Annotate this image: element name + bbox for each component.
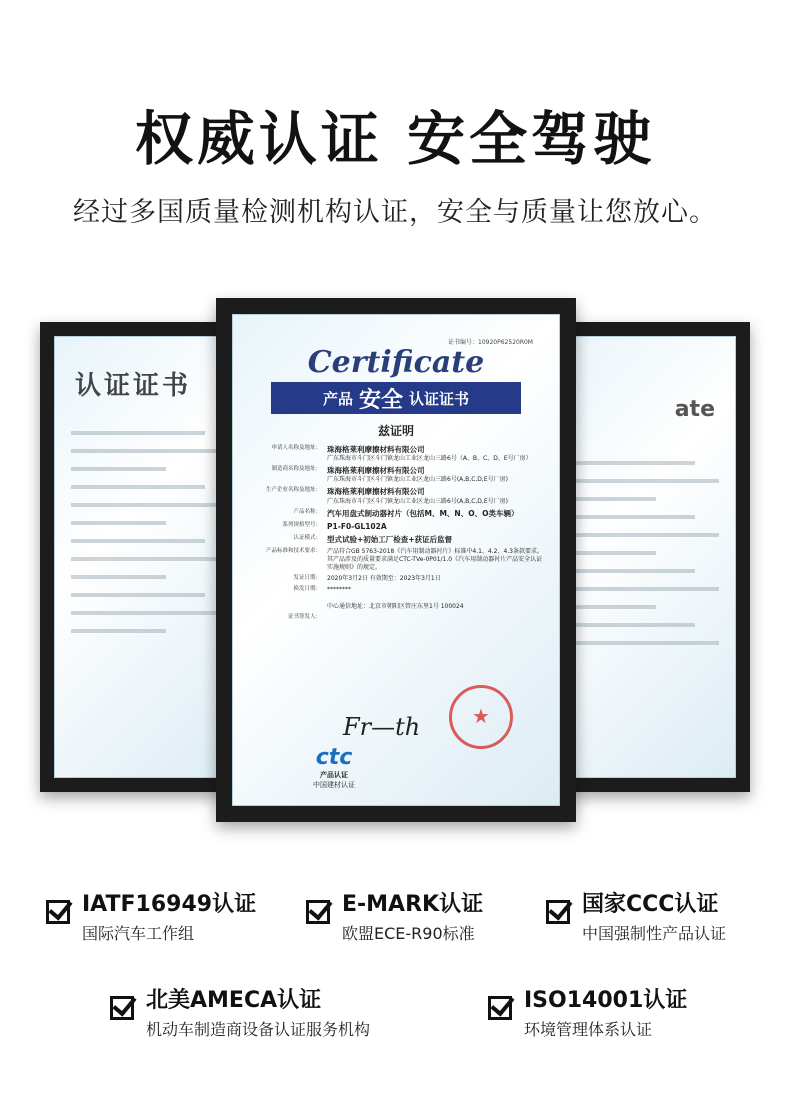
cert-row <box>247 487 545 505</box>
feature-subtitle: 欧盟ECE-R90标准 <box>342 924 475 944</box>
checkbox-check-icon <box>488 996 512 1020</box>
cert-row-key: 系列规格型号： <box>282 521 321 528</box>
banner-prefix: 产品 <box>322 389 353 408</box>
cert-row-sub: 广东珠海市斗门区斗门镇龙山工业区龙山三路6号（A、B、C、D、E号厂房） <box>327 455 532 463</box>
feature-subtitle: 国际汽车工作组 <box>82 924 195 944</box>
certificate-banner <box>271 382 521 414</box>
feature-item <box>546 892 726 944</box>
right-cert-title: ate <box>674 397 715 422</box>
certificate-hereby: 兹证明 <box>377 424 414 438</box>
cert-row <box>247 575 545 583</box>
right-cert-lines <box>561 447 719 659</box>
feature-item <box>46 892 256 944</box>
ctc-line1: 产品认证 <box>320 771 348 779</box>
checkbox-check-icon <box>546 900 570 924</box>
banner-suffix: 认证证书 <box>409 389 470 408</box>
checkbox-check-icon <box>46 900 70 924</box>
cert-row-key: 认证模式： <box>293 534 321 541</box>
cert-row <box>247 548 545 572</box>
cert-row <box>247 522 545 532</box>
certificate-script-title: Certificate <box>307 345 485 380</box>
cert-row-sub: 产品符合GB 5763-2018《汽车用制动器衬片》标准中4.1、4.2、4.3条款要求。其产品涉及的质量要求满足CTC-TVe-0P01/1.0《汽车用制动器衬片产品安全认证实施规则》的规定。 <box>327 548 544 572</box>
cert-address <box>247 603 545 611</box>
feature-item <box>306 892 483 944</box>
cert-row <box>247 466 545 484</box>
cert-signatory-label: 证书签发人： <box>287 613 321 620</box>
official-seal <box>449 685 513 749</box>
cert-row-value: 珠海格莱利摩擦材料有限公司 <box>327 466 425 476</box>
ctc-logo <box>313 745 355 790</box>
cert-row-key: 换发日期： <box>293 586 321 593</box>
ctc-mark: ctc <box>315 745 353 770</box>
cert-row-key: 生产企业名称及地址： <box>265 487 321 494</box>
certificate-frame-center <box>216 298 576 822</box>
feature-item <box>488 988 687 1040</box>
cert-row-value: 型式试验+初始工厂检查+获证后监督 <box>327 534 453 544</box>
cert-signatory <box>247 614 545 621</box>
cert-row-sub: 广东珠海市斗门区斗门镇龙山工业区龙山三路6号(A,B,C,D,E号厂房) <box>327 497 508 505</box>
page-title: 权威认证 安全驾驶 <box>134 105 656 173</box>
feature-subtitle: 环境管理体系认证 <box>524 1020 653 1040</box>
feature-subtitle: 机动车制造商设备认证服务机构 <box>146 1020 371 1040</box>
ctc-line2: 中国建材认证 <box>313 781 355 789</box>
cert-row-key: 申请人名称及地址： <box>271 445 321 451</box>
feature-title: E-MARK认证 <box>342 892 484 917</box>
cert-address-text: 中心通信地址：北京市朝阳区管庄东里1号 100024 <box>327 602 464 610</box>
checkbox-check-icon <box>306 900 330 924</box>
cert-row-value: P1-F0-GL102A <box>327 521 387 531</box>
feature-title: 国家CCC认证 <box>582 892 719 917</box>
cert-row-sub: 广东珠海市斗门区斗门镇龙山工业区龙山三路6号(A,B,C,D,E号厂房) <box>327 476 508 484</box>
banner-highlight: 安全 <box>358 387 403 413</box>
signature-image: Fr—th <box>343 713 421 741</box>
page-subtitle: 经过多国质量检测机构认证，安全与质量让您放心。 <box>73 197 717 228</box>
feature-subtitle: 中国强制性产品认证 <box>582 924 727 944</box>
left-cert-title: 认证证书 <box>75 371 192 401</box>
cert-row-sub: ******** <box>327 586 351 594</box>
cert-row-key: 产品名称： <box>293 508 321 515</box>
feature-item <box>110 988 370 1040</box>
cert-row <box>247 535 545 545</box>
cert-row <box>247 445 545 463</box>
certificate-number: 证书编号：10920P62520R0M <box>448 339 533 346</box>
cert-row-value: 汽车用盘式制动器衬片（包括M、M、N、O、O类车辆） <box>327 508 519 518</box>
feature-title: IATF16949认证 <box>82 892 257 917</box>
cert-row-value: 珠海格莱利摩擦材料有限公司 <box>327 445 425 454</box>
ctc-certificate <box>233 315 559 805</box>
cert-row-sub: 2020年3月2日 有效期至：2023年3月1日 <box>327 575 441 583</box>
feature-title: 北美AMECA认证 <box>146 988 322 1013</box>
left-cert-lines <box>71 417 229 647</box>
cert-row <box>247 509 545 519</box>
checkbox-check-icon <box>110 996 134 1020</box>
cert-row <box>247 586 545 594</box>
feature-title: ISO14001认证 <box>524 988 688 1013</box>
cert-row-key: 产品标准和技术要求： <box>265 548 321 555</box>
cert-row-key: 发证日期： <box>293 575 321 582</box>
cert-row-value: 珠海格莱利摩擦材料有限公司 <box>327 487 425 497</box>
cert-row-key: 制造商名称及地址： <box>271 466 321 473</box>
